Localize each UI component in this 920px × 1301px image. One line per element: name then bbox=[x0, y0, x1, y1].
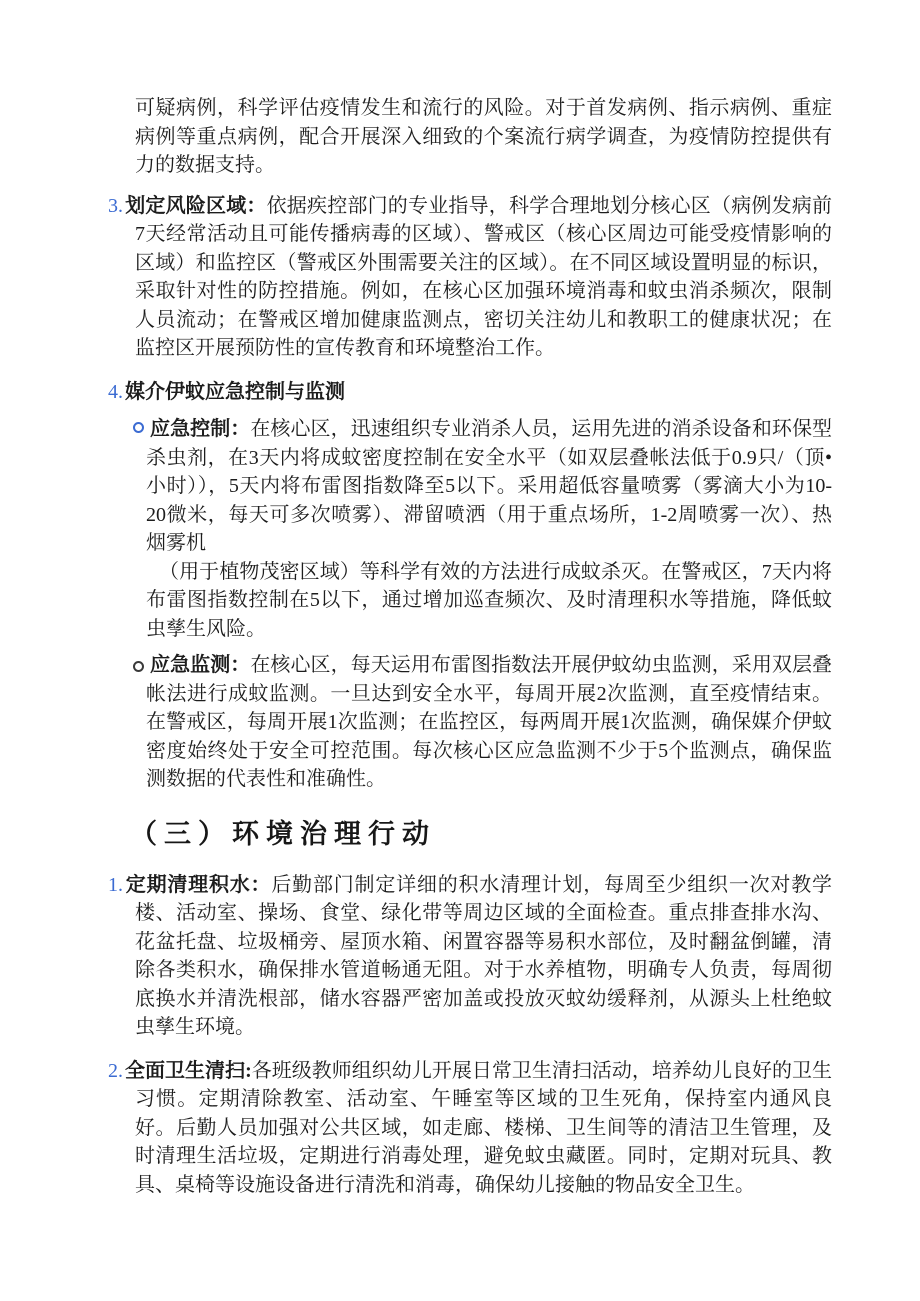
hygiene-label: 全面卫生清扫: bbox=[125, 1059, 252, 1082]
list-item-clean-water bbox=[108, 871, 832, 1042]
list-number-4: 4. bbox=[108, 380, 123, 403]
clean-water-label: 定期清理积水： bbox=[125, 873, 272, 896]
emergency-control-paragraph bbox=[133, 415, 832, 558]
intro-paragraph: 可疑病例，科学评估疫情发生和流行的风险。对于首发病例、指示病例、重症病例等重点病例，配合开展深入细致的个案流行病学调查，为疫情防控提供有力的数据支持。 bbox=[135, 97, 832, 176]
emergency-control-body: 在核心区，迅速组织专业消杀人员，运用先进的消杀设备和环保型杀虫剂，在3天内将成蚊密度控制在安全水平（如双层叠帐法低于0.9只/（顶•小时）），5天内将布雷图指数降至5以下。采用超低容量喷雾（雾滴大小为10-20微米，每天可多次喷雾）、滞留喷洒（用于重点场所，1-2周喷雾一次）、热烟雾机 bbox=[146, 418, 833, 554]
bullet-emergency-control bbox=[133, 415, 832, 643]
aedes-heading-label: 媒介伊蚊应急控制与监测 bbox=[125, 380, 345, 403]
hygiene-body: 各班级教师组织幼儿开展日常卫生清扫活动，培养幼儿良好的卫生习惯。定期清除教室、活动室、午睡室等区域的卫生死角，保持室内通风良好。后勤人员加强对公共区域，如走廊、楼梯、卫生间等的清洁卫生管理，及时清理生活垃圾，定期进行消毒处理，避免蚊虫藏匿。同时，定期对玩具、教具、桌椅等设施设备进行清洗和消毒，确保幼儿接触的物品安全卫生。 bbox=[135, 1059, 832, 1196]
section-heading-environment: （三）环境治理行动 bbox=[130, 818, 436, 849]
circle-bullet-icon bbox=[133, 422, 144, 433]
emergency-monitor-body: 在核心区，每天运用布雷图指数法开展伊蚊幼虫监测，采用双层叠帐法进行成蚊监测。一旦达到安全水平，每周开展2次监测，直至疫情结束。在警戒区，每周开展1次监测；在监控区，每两周开展1次监测，确保媒介伊蚊密度始终处于安全可控范围。每次核心区应急监测不少于5个监测点，确保监测数据的代表性和准确性。 bbox=[146, 654, 833, 790]
list-item-risk-zones bbox=[108, 192, 832, 363]
list-number-2: 2. bbox=[108, 1059, 123, 1082]
list-item-aedes-heading bbox=[108, 378, 832, 407]
list-number-3: 3. bbox=[108, 194, 123, 217]
clean-water-body: 后勤部门制定详细的积水清理计划，每周至少组织一次对教学楼、活动室、操场、食堂、绿化带等周边区域的全面检查。重点排查排水沟、花盆托盘、垃圾桶旁、屋顶水箱、闲置容器等易积水部位，及时翻盆倒罐，清除各类积水，确保排水管道畅通无阻。对于水养植物，明确专人负责，每周彻底换水并清洗根部，储水容器严密加盖或投放灭蚊幼缓释剂，从源头上杜绝蚊虫孳生环境。 bbox=[135, 873, 833, 1038]
circle-bullet-icon bbox=[133, 661, 144, 672]
emergency-control-continuation: （用于植物茂密区域）等科学有效的方法进行成蚊杀灭。在警戒区，7天内将布雷图指数控制在5以下，通过增加巡查频次、及时清理积水等措施，降低蚊虫孳生风险。 bbox=[146, 560, 832, 640]
bullet-emergency-monitor bbox=[133, 651, 832, 794]
risk-zones-body: 依据疾控部门的专业指导，科学合理地划分核心区（病例发病前7天经常活动且可能传播病毒的区域）、警戒区（核心区周边可能受疫情影响的区域）和监控区（警戒区外围需要关注的区域）。在不同区域设置明显的标识，采取针对性的防控措施。例如，在核心区加强环境消毒和蚊虫消杀频次，限制人员流动；在警戒区增加健康监测点，密切关注幼儿和教职工的健康状况；在监控区开展预防性的宣传教育和环境整治工作。 bbox=[135, 194, 833, 359]
risk-zones-label: 划定风险区域： bbox=[125, 194, 267, 217]
emergency-control-label: 应急控制： bbox=[150, 418, 251, 440]
emergency-monitor-paragraph bbox=[133, 651, 832, 794]
list-item-hygiene bbox=[108, 1057, 832, 1200]
list-number-1: 1. bbox=[108, 873, 123, 896]
emergency-monitor-label: 应急监测： bbox=[150, 654, 251, 676]
